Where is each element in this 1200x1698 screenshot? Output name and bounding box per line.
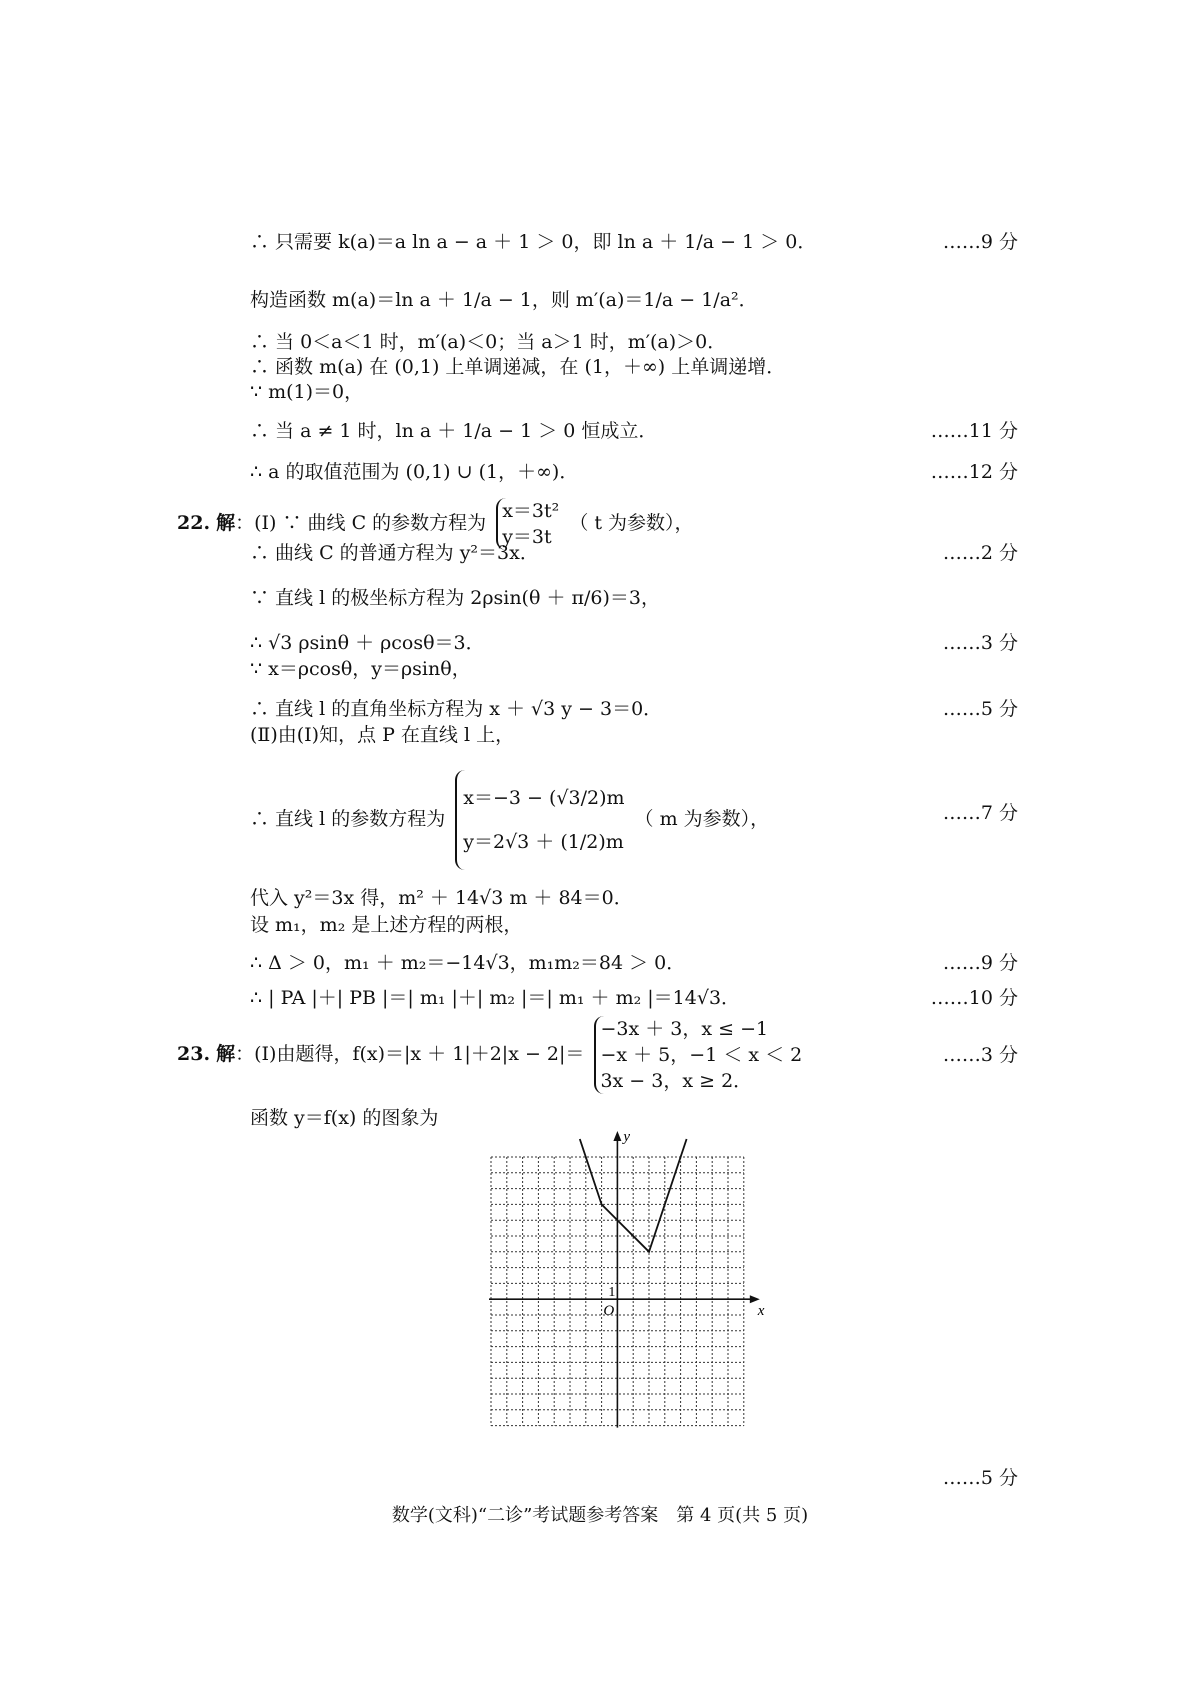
score-1: ……9 分 (942, 231, 1018, 253)
line-11: ∴ √3 ρsinθ ＋ ρcosθ＝3． (250, 632, 485, 654)
line-13: ∴ 直线 l 的直角坐标方程为 x ＋ √3 y − 3＝0． (250, 698, 663, 720)
q22-solution-label: 解 (216, 512, 236, 534)
x-axis-label: x (757, 1303, 765, 1320)
piece-3: 3x − 3，x ≥ 2． (600, 1070, 753, 1092)
x-axis-arrow (750, 1295, 760, 1303)
line-15-note: （ m 为参数）， (634, 808, 770, 830)
q22-number: 22. (177, 512, 211, 534)
unit-label: 1 (608, 1285, 616, 1301)
score-3: ……12 分 (930, 461, 1018, 483)
q22-param-note: （ t 为参数）， (569, 512, 694, 534)
score-8: ……9 分 (942, 952, 1018, 974)
score-11: ……5 分 (942, 1467, 1018, 1489)
piece-1: −3x ＋ 3，x ≤ −1 (600, 1018, 769, 1040)
piece-2: −x ＋ 5，−1 ＜ x ＜ 2 (600, 1044, 803, 1066)
line-12: ∵ x＝ρcosθ，y＝ρsinθ， (250, 658, 471, 680)
q23-header (177, 1016, 806, 1094)
function-graph (486, 1127, 776, 1457)
line-15 (250, 770, 769, 870)
score-4: ……2 分 (942, 542, 1018, 564)
line-19: ∴ | PA |＋| PB |＝| m₁ |＋| m₂ |＝| m₁ ＋ m₂ |＝14√3． (250, 987, 741, 1009)
score-6: ……5 分 (942, 698, 1018, 720)
line-16: 代入 y²＝3x 得，m² ＋ 14√3 m ＋ 84＝0． (250, 887, 633, 909)
score-10: ……3 分 (942, 1044, 1018, 1066)
q23-number: 23. (177, 1043, 211, 1065)
graph-axes (489, 1131, 760, 1428)
score-2: ……11 分 (930, 420, 1018, 442)
piecewise-system (594, 1016, 802, 1094)
line-21: 函数 y＝f(x) 的图象为 (250, 1107, 439, 1129)
score-7: ……7 分 (942, 802, 1018, 824)
q23-part1-intro: ：(Ⅰ)由题得，f(x)＝|x ＋ 1|＋2|x − 2|＝ (235, 1043, 585, 1065)
function-curve (580, 1139, 687, 1252)
line-7: ∴ a 的取值范围为 (0,1) ∪ (1，＋∞)． (250, 461, 579, 483)
line-9: ∴ 曲线 C 的普通方程为 y²＝3x． (250, 542, 539, 564)
line-6: ∴ 当 a ≠ 1 时，ln a ＋ 1/a − 1 ＞ 0 恒成立． (250, 420, 658, 442)
line-17: 设 m₁，m₂ 是上述方程的两根， (250, 914, 523, 936)
line-param-y: y＝2√3 ＋ (1/2)m (463, 831, 624, 853)
line-param-x: x＝−3 − (√3/2)m (463, 787, 625, 809)
page-footer: 数学(文科)“二诊”考试题参考答案 第 4 页(共 5 页) (391, 1505, 809, 1526)
score-5: ……3 分 (942, 632, 1018, 654)
q22-param-y: y＝3t (502, 526, 552, 548)
line-2: 构造函数 m(a)＝ln a ＋ 1/a − 1，则 m′(a)＝1/a − 1/a²． (250, 289, 758, 311)
q22-param-x: x＝3t² (502, 500, 560, 522)
line-param-system (455, 770, 624, 870)
line-3: ∴ 当 0＜a＜1 时，m′(a)＜0；当 a＞1 时，m′(a)＞0． (250, 331, 727, 353)
line-15-intro: ∴ 直线 l 的参数方程为 (250, 808, 446, 830)
line-1: ∴ 只需要 k(a)＝a ln a − a ＋ 1 ＞ 0，即 ln a ＋ 1/a − 1 ＞ 0． (250, 231, 817, 253)
line-10: ∵ 直线 l 的极坐标方程为 2ρsin(θ ＋ π/6)＝3， (250, 587, 660, 609)
origin-label: O (603, 1303, 615, 1320)
line-5: ∵ m(1)＝0， (250, 381, 364, 403)
q23-solution-label: 解 (216, 1043, 236, 1065)
score-9: ……10 分 (930, 987, 1018, 1009)
y-axis-label: y (623, 1129, 631, 1145)
y-axis-arrow (613, 1131, 621, 1141)
q22-part1-intro: ：(Ⅰ) ∵ 曲线 C 的参数方程为 (235, 512, 487, 534)
line-14: (Ⅱ)由(Ⅰ)知，点 P 在直线 l 上， (250, 724, 515, 746)
line-18: ∴ Δ ＞ 0，m₁ ＋ m₂＝−14√3，m₁m₂＝84 ＞ 0． (250, 952, 686, 974)
line-4: ∴ 函数 m(a) 在 (0,1) 上单调递减，在 (1，＋∞) 上单调递增． (250, 356, 786, 378)
